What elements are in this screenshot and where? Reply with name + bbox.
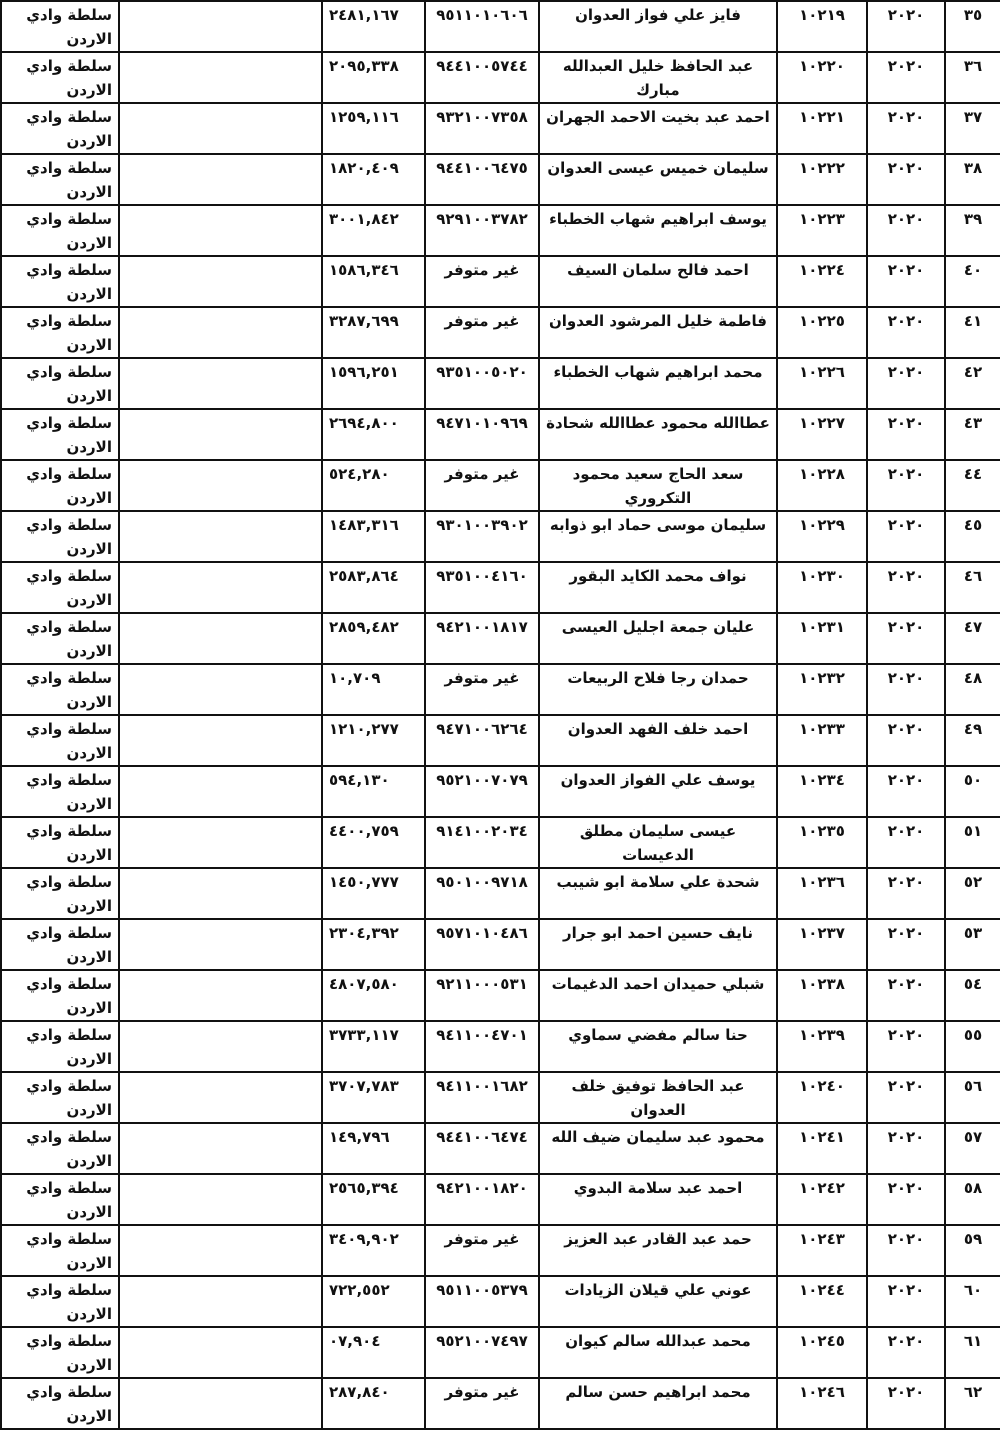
row-amount-cell: ٤٨٠٧,٥٨٠ xyxy=(322,970,425,1021)
row-national-id-cell: غير متوفر xyxy=(425,256,539,307)
row-national-id-cell: ٩٣٢١٠٠٧٣٥٨ xyxy=(425,103,539,154)
table-row xyxy=(1,1072,1000,1123)
row-number-cell: ١٠٢٣٢ xyxy=(777,664,867,715)
row-name-cell: عيسى سليمان مطلق الدعيسات xyxy=(539,817,777,868)
row-name-cell: محمد ابراهيم حسن سالم xyxy=(539,1378,777,1429)
row-note-cell xyxy=(119,205,322,256)
row-year-cell: ٢٠٢٠ xyxy=(867,154,945,205)
row-sequence-cell: ٦٢ xyxy=(945,1378,1000,1429)
row-number-cell: ١٠٢٣٧ xyxy=(777,919,867,970)
row-note-cell xyxy=(119,307,322,358)
row-name-cell: حمد عبد القادر عبد العزيز xyxy=(539,1225,777,1276)
row-note-cell xyxy=(119,1072,322,1123)
row-entity-cell: سلطة وادي الاردن xyxy=(1,970,119,1021)
table-row xyxy=(1,868,1000,919)
row-entity-cell: سلطة وادي الاردن xyxy=(1,1021,119,1072)
row-sequence-cell: ٤١ xyxy=(945,307,1000,358)
row-year-cell: ٢٠٢٠ xyxy=(867,613,945,664)
row-entity-cell: سلطة وادي الاردن xyxy=(1,715,119,766)
row-sequence-cell: ٥٠ xyxy=(945,766,1000,817)
row-national-id-cell: ٩٣٥١٠٠٥٠٢٠ xyxy=(425,358,539,409)
row-number-cell: ١٠٢٢٢ xyxy=(777,154,867,205)
row-national-id-cell: ٩٤٧١٠٠٦٢٦٤ xyxy=(425,715,539,766)
row-entity-cell: سلطة وادي الاردن xyxy=(1,1276,119,1327)
row-entity-cell: سلطة وادي الاردن xyxy=(1,1225,119,1276)
table-row xyxy=(1,1225,1000,1276)
table-row xyxy=(1,358,1000,409)
row-amount-cell: ١٤٩,٧٩٦ xyxy=(322,1123,425,1174)
row-sequence-cell: ٣٧ xyxy=(945,103,1000,154)
row-amount-cell: ١٢١٠,٢٧٧ xyxy=(322,715,425,766)
row-number-cell: ١٠٢٢٣ xyxy=(777,205,867,256)
row-sequence-cell: ٣٥ xyxy=(945,1,1000,52)
row-year-cell: ٢٠٢٠ xyxy=(867,817,945,868)
row-name-cell: سليمان موسى حماد ابو ذوابه xyxy=(539,511,777,562)
row-year-cell: ٢٠٢٠ xyxy=(867,205,945,256)
row-note-cell xyxy=(119,715,322,766)
row-amount-cell: ٢٠٩٥,٣٣٨ xyxy=(322,52,425,103)
row-sequence-cell: ٦١ xyxy=(945,1327,1000,1378)
row-sequence-cell: ٤٤ xyxy=(945,460,1000,511)
row-entity-cell: سلطة وادي الاردن xyxy=(1,154,119,205)
row-entity-cell: سلطة وادي الاردن xyxy=(1,511,119,562)
table-row xyxy=(1,817,1000,868)
row-year-cell: ٢٠٢٠ xyxy=(867,766,945,817)
row-sequence-cell: ٥٥ xyxy=(945,1021,1000,1072)
row-note-cell xyxy=(119,358,322,409)
row-national-id-cell: غير متوفر xyxy=(425,460,539,511)
row-national-id-cell: ٩٥١١٠٠٥٣٧٩ xyxy=(425,1276,539,1327)
row-entity-cell: سلطة وادي الاردن xyxy=(1,766,119,817)
row-number-cell: ١٠٢٢٨ xyxy=(777,460,867,511)
row-note-cell xyxy=(119,1225,322,1276)
row-year-cell: ٢٠٢٠ xyxy=(867,1174,945,1225)
row-amount-cell: ٧٢٢,٥٥٢ xyxy=(322,1276,425,1327)
row-entity-cell: سلطة وادي الاردن xyxy=(1,256,119,307)
row-national-id-cell: ٩٤٢١٠٠١٨١٧ xyxy=(425,613,539,664)
table-row xyxy=(1,766,1000,817)
row-year-cell: ٢٠٢٠ xyxy=(867,919,945,970)
table-row xyxy=(1,613,1000,664)
row-entity-cell: سلطة وادي الاردن xyxy=(1,1327,119,1378)
row-entity-cell: سلطة وادي الاردن xyxy=(1,613,119,664)
row-entity-cell: سلطة وادي الاردن xyxy=(1,205,119,256)
row-sequence-cell: ٣٩ xyxy=(945,205,1000,256)
row-amount-cell: ١٠,٧٠٩ xyxy=(322,664,425,715)
row-sequence-cell: ٤٩ xyxy=(945,715,1000,766)
row-number-cell: ١٠٢٢٩ xyxy=(777,511,867,562)
row-number-cell: ١٠٢٣٣ xyxy=(777,715,867,766)
row-note-cell xyxy=(119,562,322,613)
row-number-cell: ١٠٢٢٦ xyxy=(777,358,867,409)
row-sequence-cell: ٥٦ xyxy=(945,1072,1000,1123)
row-amount-cell: ٢٨٧,٨٤٠ xyxy=(322,1378,425,1429)
table-row xyxy=(1,154,1000,205)
row-year-cell: ٢٠٢٠ xyxy=(867,511,945,562)
row-note-cell xyxy=(119,52,322,103)
row-name-cell: نواف محمد الكايد البقور xyxy=(539,562,777,613)
row-name-cell: عبد الحافظ توفيق خلف العدوان xyxy=(539,1072,777,1123)
row-note-cell xyxy=(119,460,322,511)
row-number-cell: ١٠٢٣٠ xyxy=(777,562,867,613)
table-row xyxy=(1,562,1000,613)
row-sequence-cell: ٥١ xyxy=(945,817,1000,868)
row-amount-cell: ٢٥٨٣,٨٦٤ xyxy=(322,562,425,613)
row-national-id-cell: ٩٤٤١٠٠٦٤٧٤ xyxy=(425,1123,539,1174)
row-year-cell: ٢٠٢٠ xyxy=(867,970,945,1021)
row-national-id-cell: ٩٥٧١٠١٠٤٨٦ xyxy=(425,919,539,970)
row-name-cell: فاطمة خليل المرشود العدوان xyxy=(539,307,777,358)
row-amount-cell: ٥٩٤,١٣٠ xyxy=(322,766,425,817)
table-row xyxy=(1,460,1000,511)
row-entity-cell: سلطة وادي الاردن xyxy=(1,562,119,613)
row-name-cell: عبد الحافظ خليل العبدالله مبارك xyxy=(539,52,777,103)
row-name-cell: احمد عبد بخيت الاحمد الجهران xyxy=(539,103,777,154)
row-year-cell: ٢٠٢٠ xyxy=(867,1072,945,1123)
row-sequence-cell: ٥٩ xyxy=(945,1225,1000,1276)
row-number-cell: ١٠٢٤٢ xyxy=(777,1174,867,1225)
row-sequence-cell: ٣٨ xyxy=(945,154,1000,205)
table-row xyxy=(1,307,1000,358)
row-national-id-cell: ٩٥٢١٠٠٧٤٩٧ xyxy=(425,1327,539,1378)
row-entity-cell: سلطة وادي الاردن xyxy=(1,460,119,511)
table-row xyxy=(1,52,1000,103)
row-amount-cell: ٢٨٥٩,٤٨٢ xyxy=(322,613,425,664)
row-entity-cell: سلطة وادي الاردن xyxy=(1,919,119,970)
row-sequence-cell: ٥٤ xyxy=(945,970,1000,1021)
row-amount-cell: ٠٧,٩٠٤ xyxy=(322,1327,425,1378)
row-entity-cell: سلطة وادي الاردن xyxy=(1,817,119,868)
row-sequence-cell: ٤٠ xyxy=(945,256,1000,307)
row-national-id-cell: غير متوفر xyxy=(425,1225,539,1276)
row-amount-cell: ١٢٥٩,١١٦ xyxy=(322,103,425,154)
table-row xyxy=(1,1378,1000,1429)
row-note-cell xyxy=(119,1276,322,1327)
table-row xyxy=(1,1123,1000,1174)
table-body xyxy=(1,1,1000,1429)
row-amount-cell: ٣٠٠١,٨٤٢ xyxy=(322,205,425,256)
table-row xyxy=(1,1276,1000,1327)
row-note-cell xyxy=(119,1174,322,1225)
row-year-cell: ٢٠٢٠ xyxy=(867,664,945,715)
row-note-cell xyxy=(119,766,322,817)
row-amount-cell: ٢٤٨١,١٦٧ xyxy=(322,1,425,52)
row-amount-cell: ١٥٨٦,٣٤٦ xyxy=(322,256,425,307)
row-entity-cell: سلطة وادي الاردن xyxy=(1,409,119,460)
row-national-id-cell: ٩٥١١٠١٠٦٠٦ xyxy=(425,1,539,52)
row-number-cell: ١٠٢٢٠ xyxy=(777,52,867,103)
row-sequence-cell: ٦٠ xyxy=(945,1276,1000,1327)
row-number-cell: ١٠٢٢٧ xyxy=(777,409,867,460)
row-entity-cell: سلطة وادي الاردن xyxy=(1,664,119,715)
row-name-cell: احمد عبد سلامة البدوي xyxy=(539,1174,777,1225)
row-year-cell: ٢٠٢٠ xyxy=(867,52,945,103)
row-number-cell: ١٠٢٤٣ xyxy=(777,1225,867,1276)
row-name-cell: حنا سالم مفضي سماوي xyxy=(539,1021,777,1072)
row-amount-cell: ٣٤٠٩,٩٠٢ xyxy=(322,1225,425,1276)
row-amount-cell: ١٥٩٦,٢٥١ xyxy=(322,358,425,409)
row-year-cell: ٢٠٢٠ xyxy=(867,1123,945,1174)
row-entity-cell: سلطة وادي الاردن xyxy=(1,1072,119,1123)
row-name-cell: يوسف علي الفواز العدوان xyxy=(539,766,777,817)
row-note-cell xyxy=(119,1123,322,1174)
row-number-cell: ١٠٢١٩ xyxy=(777,1,867,52)
row-note-cell xyxy=(119,256,322,307)
row-national-id-cell: ٩٤٢١٠٠١٨٢٠ xyxy=(425,1174,539,1225)
row-note-cell xyxy=(119,511,322,562)
row-year-cell: ٢٠٢٠ xyxy=(867,1,945,52)
row-year-cell: ٢٠٢٠ xyxy=(867,256,945,307)
row-amount-cell: ١٨٢٠,٤٠٩ xyxy=(322,154,425,205)
row-note-cell xyxy=(119,1378,322,1429)
table-row xyxy=(1,256,1000,307)
row-note-cell xyxy=(119,103,322,154)
row-note-cell xyxy=(119,1327,322,1378)
row-number-cell: ١٠٢٣٦ xyxy=(777,868,867,919)
row-entity-cell: سلطة وادي الاردن xyxy=(1,1123,119,1174)
row-entity-cell: سلطة وادي الاردن xyxy=(1,1378,119,1429)
table-row xyxy=(1,919,1000,970)
row-amount-cell: ٣٧٠٧,٧٨٣ xyxy=(322,1072,425,1123)
row-national-id-cell: ٩٣٠١٠٠٣٩٠٢ xyxy=(425,511,539,562)
row-national-id-cell: ٩٥٢١٠٠٧٠٧٩ xyxy=(425,766,539,817)
row-name-cell: شحدة علي سلامة ابو شيبب xyxy=(539,868,777,919)
table-row xyxy=(1,511,1000,562)
row-sequence-cell: ٥٣ xyxy=(945,919,1000,970)
row-national-id-cell: غير متوفر xyxy=(425,1378,539,1429)
row-national-id-cell: ٩٤٤١٠٠٦٤٧٥ xyxy=(425,154,539,205)
row-name-cell: محمد عبدالله سالم كيوان xyxy=(539,1327,777,1378)
row-year-cell: ٢٠٢٠ xyxy=(867,1327,945,1378)
row-national-id-cell: غير متوفر xyxy=(425,664,539,715)
row-year-cell: ٢٠٢٠ xyxy=(867,1276,945,1327)
row-number-cell: ١٠٢٣٩ xyxy=(777,1021,867,1072)
row-number-cell: ١٠٢٣١ xyxy=(777,613,867,664)
row-entity-cell: سلطة وادي الاردن xyxy=(1,52,119,103)
row-note-cell xyxy=(119,154,322,205)
row-sequence-cell: ٤٣ xyxy=(945,409,1000,460)
row-sequence-cell: ٥٢ xyxy=(945,868,1000,919)
row-sequence-cell: ٤٦ xyxy=(945,562,1000,613)
row-entity-cell: سلطة وادي الاردن xyxy=(1,307,119,358)
row-number-cell: ١٠٢٢١ xyxy=(777,103,867,154)
row-national-id-cell: ٩٤١١٠٠٤٧٠١ xyxy=(425,1021,539,1072)
row-entity-cell: سلطة وادي الاردن xyxy=(1,358,119,409)
table-row xyxy=(1,664,1000,715)
row-amount-cell: ٤٤٠٠,٧٥٩ xyxy=(322,817,425,868)
row-national-id-cell: ٩١٤١٠٠٢٠٣٤ xyxy=(425,817,539,868)
row-year-cell: ٢٠٢٠ xyxy=(867,562,945,613)
row-sequence-cell: ٤٥ xyxy=(945,511,1000,562)
row-amount-cell: ٢٥٦٥,٣٩٤ xyxy=(322,1174,425,1225)
row-national-id-cell: ٩٤١١٠٠١٦٨٢ xyxy=(425,1072,539,1123)
table-row xyxy=(1,409,1000,460)
row-entity-cell: سلطة وادي الاردن xyxy=(1,1,119,52)
row-name-cell: شبلي حميدان احمد الدغيمات xyxy=(539,970,777,1021)
row-amount-cell: ٢٣٠٤,٣٩٢ xyxy=(322,919,425,970)
row-year-cell: ٢٠٢٠ xyxy=(867,358,945,409)
row-year-cell: ٢٠٢٠ xyxy=(867,460,945,511)
row-national-id-cell: ٩٢٩١٠٠٣٧٨٢ xyxy=(425,205,539,256)
row-sequence-cell: ٣٦ xyxy=(945,52,1000,103)
row-name-cell: يوسف ابراهيم شهاب الخطباء xyxy=(539,205,777,256)
row-name-cell: محمد ابراهيم شهاب الخطباء xyxy=(539,358,777,409)
row-entity-cell: سلطة وادي الاردن xyxy=(1,868,119,919)
table-row xyxy=(1,715,1000,766)
row-note-cell xyxy=(119,1021,322,1072)
row-amount-cell: ١٤٨٣,٣١٦ xyxy=(322,511,425,562)
row-number-cell: ١٠٢٤٥ xyxy=(777,1327,867,1378)
row-sequence-cell: ٥٧ xyxy=(945,1123,1000,1174)
row-number-cell: ١٠٢٤٦ xyxy=(777,1378,867,1429)
row-name-cell: سليمان خميس عيسى العدوان xyxy=(539,154,777,205)
row-name-cell: حمدان رجا فلاح الربيعات xyxy=(539,664,777,715)
row-entity-cell: سلطة وادي الاردن xyxy=(1,103,119,154)
table-row xyxy=(1,103,1000,154)
row-number-cell: ١٠٢٢٤ xyxy=(777,256,867,307)
row-year-cell: ٢٠٢٠ xyxy=(867,103,945,154)
row-amount-cell: ٣٢٨٧,٦٩٩ xyxy=(322,307,425,358)
table-row xyxy=(1,1,1000,52)
row-year-cell: ٢٠٢٠ xyxy=(867,715,945,766)
row-note-cell xyxy=(119,970,322,1021)
row-amount-cell: ٢٦٩٤,٨٠٠ xyxy=(322,409,425,460)
row-name-cell: عطاالله محمود عطاالله شحادة xyxy=(539,409,777,460)
row-sequence-cell: ٥٨ xyxy=(945,1174,1000,1225)
table-row xyxy=(1,970,1000,1021)
row-sequence-cell: ٤٢ xyxy=(945,358,1000,409)
row-name-cell: نايف حسين احمد ابو جرار xyxy=(539,919,777,970)
table-row xyxy=(1,1174,1000,1225)
row-national-id-cell: ٩٤٤١٠٠٥٧٤٤ xyxy=(425,52,539,103)
row-national-id-cell: ٩٥٠١٠٠٩٧١٨ xyxy=(425,868,539,919)
row-year-cell: ٢٠٢٠ xyxy=(867,1021,945,1072)
row-note-cell xyxy=(119,664,322,715)
row-note-cell xyxy=(119,919,322,970)
row-sequence-cell: ٤٧ xyxy=(945,613,1000,664)
row-amount-cell: ٥٢٤,٢٨٠ xyxy=(322,460,425,511)
row-name-cell: احمد خلف الفهد العدوان xyxy=(539,715,777,766)
row-sequence-cell: ٤٨ xyxy=(945,664,1000,715)
table-row xyxy=(1,205,1000,256)
table-row xyxy=(1,1327,1000,1378)
row-name-cell: سعد الحاج سعيد محمود التكروري xyxy=(539,460,777,511)
row-national-id-cell: ٩٢١١٠٠٠٥٣١ xyxy=(425,970,539,1021)
row-name-cell: فايز علي فواز العدوان xyxy=(539,1,777,52)
row-number-cell: ١٠٢٢٥ xyxy=(777,307,867,358)
row-year-cell: ٢٠٢٠ xyxy=(867,868,945,919)
row-number-cell: ١٠٢٤٠ xyxy=(777,1072,867,1123)
row-note-cell xyxy=(119,613,322,664)
row-note-cell xyxy=(119,817,322,868)
row-year-cell: ٢٠٢٠ xyxy=(867,307,945,358)
row-number-cell: ١٠٢٣٨ xyxy=(777,970,867,1021)
row-name-cell: محمود عبد سليمان ضيف الله xyxy=(539,1123,777,1174)
row-national-id-cell: غير متوفر xyxy=(425,307,539,358)
row-year-cell: ٢٠٢٠ xyxy=(867,1225,945,1276)
row-name-cell: عوني علي قيلان الزيادات xyxy=(539,1276,777,1327)
row-note-cell xyxy=(119,1,322,52)
row-amount-cell: ٣٧٣٣,١١٧ xyxy=(322,1021,425,1072)
row-entity-cell: سلطة وادي الاردن xyxy=(1,1174,119,1225)
table-row xyxy=(1,1021,1000,1072)
row-year-cell: ٢٠٢٠ xyxy=(867,409,945,460)
row-amount-cell: ١٤٥٠,٧٧٧ xyxy=(322,868,425,919)
row-national-id-cell: ٩٤٧١٠١٠٩٦٩ xyxy=(425,409,539,460)
row-name-cell: عليان جمعة اجليل العيسى xyxy=(539,613,777,664)
row-note-cell xyxy=(119,868,322,919)
row-number-cell: ١٠٢٣٥ xyxy=(777,817,867,868)
row-note-cell xyxy=(119,409,322,460)
row-number-cell: ١٠٢٤١ xyxy=(777,1123,867,1174)
row-name-cell: احمد فالح سلمان السيف xyxy=(539,256,777,307)
row-year-cell: ٢٠٢٠ xyxy=(867,1378,945,1429)
row-number-cell: ١٠٢٤٤ xyxy=(777,1276,867,1327)
row-number-cell: ١٠٢٣٤ xyxy=(777,766,867,817)
row-national-id-cell: ٩٣٥١٠٠٤١٦٠ xyxy=(425,562,539,613)
